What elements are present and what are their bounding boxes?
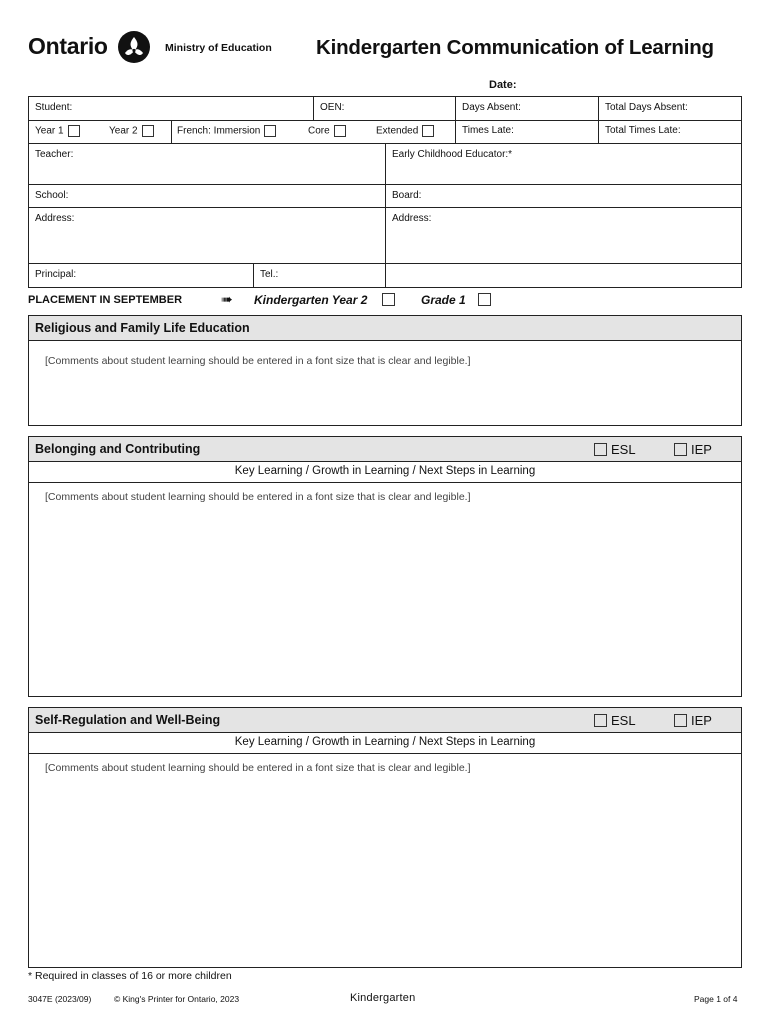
section-header <box>29 708 741 733</box>
trillium-logo-icon <box>118 31 150 63</box>
page-number: Page 1 of 4 <box>694 994 738 1004</box>
days-absent-field[interactable]: Days Absent: <box>462 102 521 113</box>
iep-option[interactable]: IEP <box>674 713 712 728</box>
esl-option[interactable]: ESL <box>594 713 636 728</box>
ministry-name: Ministry of Education <box>165 42 272 54</box>
placement-label: PLACEMENT IN SEPTEMBER <box>28 294 183 306</box>
iep-checkbox[interactable] <box>674 443 687 456</box>
date-label: Date: <box>489 79 517 91</box>
year1-option[interactable]: Year 1 <box>35 125 80 137</box>
ece-field[interactable]: Early Childhood Educator:* <box>392 149 513 160</box>
ontario-logo-text: Ontario <box>28 33 108 59</box>
school-address-field[interactable]: Address: <box>35 213 75 224</box>
times-late-field[interactable]: Times Late: <box>462 125 514 136</box>
core-option[interactable]: Core <box>308 125 346 137</box>
required-note: * Required in classes of 16 or more children <box>28 970 232 982</box>
grade1-checkbox[interactable] <box>478 293 491 306</box>
tel-field[interactable]: Tel.: <box>260 269 279 280</box>
section-header <box>29 437 741 462</box>
year2-option[interactable]: Year 2 <box>109 125 154 137</box>
total-times-late-field[interactable]: Total Times Late: <box>605 125 681 136</box>
footer-center-label: Kindergarten <box>350 992 416 1004</box>
principal-field[interactable]: Principal: <box>35 269 77 280</box>
esl-checkbox[interactable] <box>594 714 607 727</box>
comment-area[interactable]: [Comments about student learning should be entered in a font size that is clear and legible.] <box>45 762 471 774</box>
extended-option[interactable]: Extended <box>376 125 434 137</box>
iep-option[interactable]: IEP <box>674 442 712 457</box>
extended-checkbox[interactable] <box>422 125 434 137</box>
french-immersion-option[interactable]: French: Immersion <box>177 125 276 137</box>
comment-area[interactable]: [Comments about student learning should be entered in a font size that is clear and legible.] <box>45 355 471 367</box>
grade1-label: Grade 1 <box>421 293 466 307</box>
religious-family-section <box>28 315 742 426</box>
oen-field[interactable]: OEN: <box>320 102 345 113</box>
year2-checkbox[interactable] <box>142 125 154 137</box>
section-subheading: Key Learning / Growth in Learning / Next Steps in Learning <box>29 462 741 483</box>
french-immersion-checkbox[interactable] <box>264 125 276 137</box>
section-title: Self-Regulation and Well-Being <box>35 713 221 727</box>
total-days-absent-field[interactable]: Total Days Absent: <box>605 102 688 113</box>
comment-area[interactable]: [Comments about student learning should be entered in a font size that is clear and legible.] <box>45 491 471 503</box>
section-title: Belonging and Contributing <box>35 442 201 456</box>
board-field[interactable]: Board: <box>392 190 422 201</box>
belonging-contributing-section <box>28 436 742 697</box>
student-field[interactable]: Student: <box>35 102 73 113</box>
copyright: © King's Printer for Ontario, 2023 <box>114 994 240 1004</box>
self-regulation-section <box>28 707 742 968</box>
section-subheading: Key Learning / Growth in Learning / Next Steps in Learning <box>29 733 741 754</box>
kg-year2-checkbox[interactable] <box>382 293 395 306</box>
school-field[interactable]: School: <box>35 190 69 201</box>
iep-checkbox[interactable] <box>674 714 687 727</box>
year1-checkbox[interactable] <box>68 125 80 137</box>
teacher-field[interactable]: Teacher: <box>35 149 74 160</box>
document-title: Kindergarten Communication of Learning <box>316 36 714 59</box>
kg-year2-label: Kindergarten Year 2 <box>254 293 368 307</box>
esl-checkbox[interactable] <box>594 443 607 456</box>
esl-option[interactable]: ESL <box>594 442 636 457</box>
arrow-right-icon: ➠ <box>221 291 233 307</box>
board-address-field[interactable]: Address: <box>392 213 432 224</box>
student-info-grid <box>28 96 742 288</box>
core-checkbox[interactable] <box>334 125 346 137</box>
section-header <box>29 316 741 341</box>
section-title: Religious and Family Life Education <box>35 321 250 335</box>
form-code: 3047E (2023/09) <box>28 994 92 1004</box>
